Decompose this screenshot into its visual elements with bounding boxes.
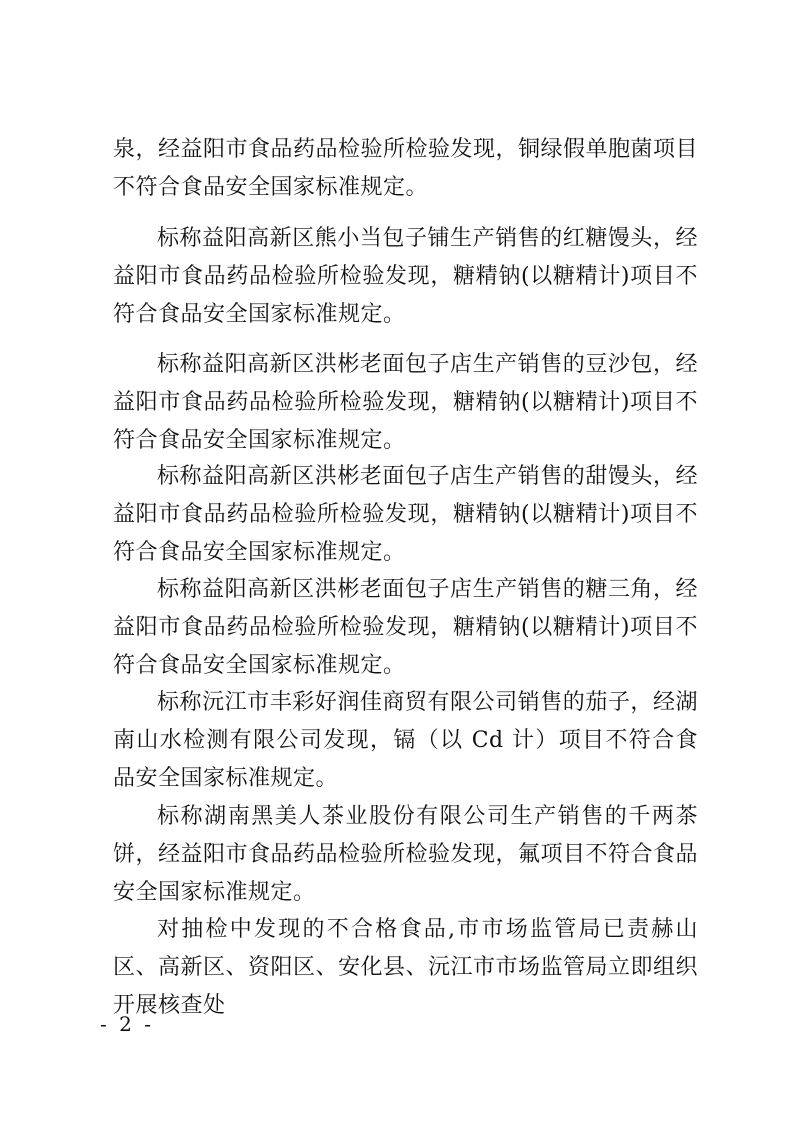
- paragraph-sweet-mantou: 标称益阳高新区洪彬老面包子店生产销售的甜馒头，经益阳市食品药品检验所检验发现，糖精钠(以糖精计)项目不符合食品安全国家标准规定。: [113, 464, 698, 565]
- paragraph-handling: 对抽检中发现的不合格食品,市市场监管局已责赫山区、高新区、资阳区、安化县、沅江市市场监管局立即组织开展核查处: [113, 917, 699, 1018]
- paragraph-continuation: 泉，经益阳市食品药品检验所检验发现，铜绿假单胞菌项目不符合食品安全国家标准规定。: [113, 137, 699, 200]
- paragraph-eggplant: 标称沅江市丰彩好润佳商贸有限公司销售的茄子，经湖南山水检测有限公司发现，镉（以 Cd 计）项目不符合食品安全国家标准规定。: [113, 690, 698, 791]
- paragraph-sugar-triangle: 标称益阳高新区洪彬老面包子店生产销售的糖三角，经益阳市食品药品检验所检验发现，糖精钠(以糖精计)项目不符合食品安全国家标准规定。: [113, 577, 698, 678]
- page-number: - 2 -: [100, 1012, 154, 1036]
- paragraph-bean-paste-bun: 标称益阳高新区洪彬老面包子店生产销售的豆沙包，经益阳市食品药品检验所检验发现，糖精钠(以糖精计)项目不符合食品安全国家标准规定。: [113, 352, 698, 453]
- paragraph-tea-cake: 标称湖南黑美人茶业股份有限公司生产销售的千两茶饼，经益阳市食品药品检验所检验发现，氟项目不符合食品安全国家标准规定。: [113, 804, 699, 905]
- paragraph-red-sugar-mantou: 标称益阳高新区熊小当包子铺生产销售的红糖馒头，经益阳市食品药品检验所检验发现，糖精钠(以糖精计)项目不符合食品安全国家标准规定。: [113, 226, 698, 327]
